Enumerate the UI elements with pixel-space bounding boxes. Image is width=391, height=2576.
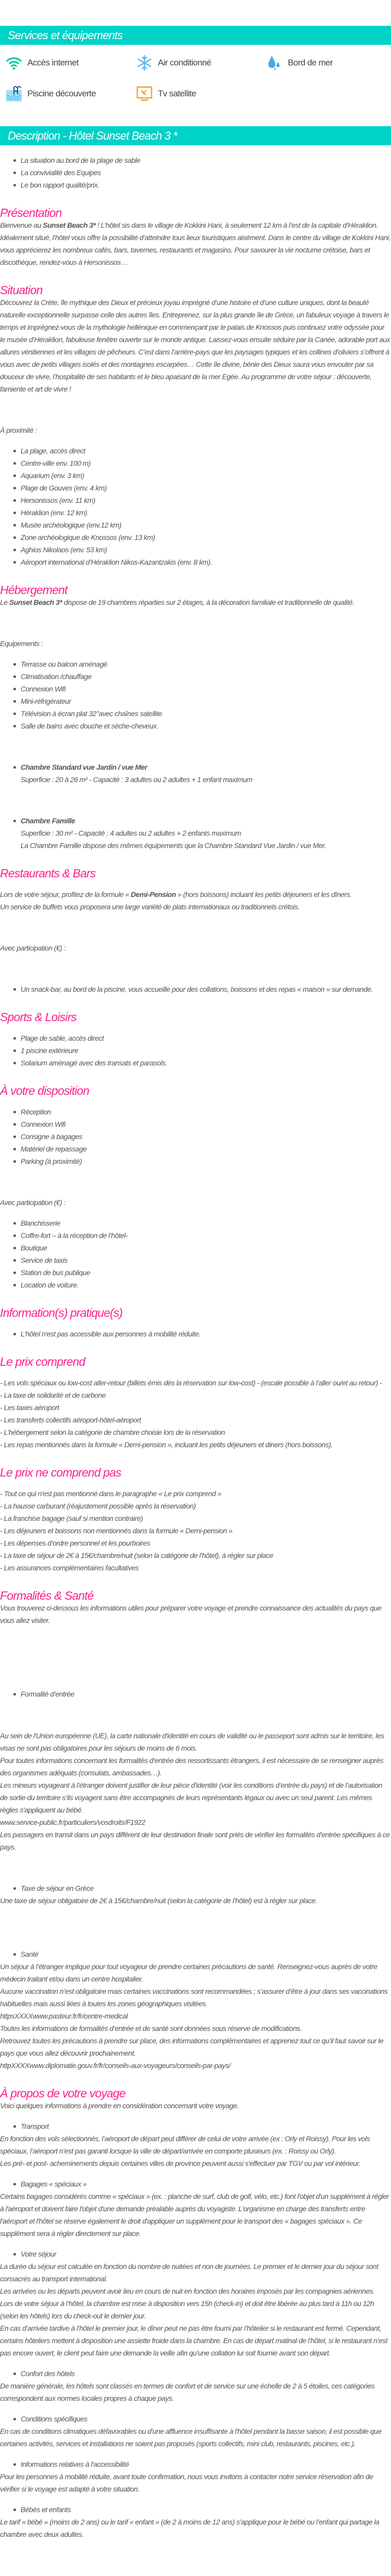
list-item: Consigne à bagages	[0, 1130, 391, 1143]
section	[0, 2087, 391, 2540]
list-item: Terrasse ou balcon aménagé	[0, 658, 391, 670]
section	[0, 1011, 391, 1069]
room-detail: La Chambre Famille dispose des mêmes équipements que la Chambre Standard Vue Jardin / vue Mer.	[21, 841, 326, 850]
section-heading: Le prix ne comprend pas	[0, 1466, 121, 1479]
text-lines	[0, 1487, 391, 1574]
paragraph: Les passagers en transit dans un pays différent de leur destination finale sont priés de vérifier les formalités d'entrée spécifiques à ce pays.	[0, 1831, 390, 1851]
list-item: Service de taxis	[0, 1254, 391, 1266]
paragraph: Un séjour à l’étranger implique pour tout voyageur de prendre certaines précautions de santé. Renseignez-vous auprès de votre médecin traitant et/ou dans un centre hospitalier.	[0, 1962, 378, 1983]
bullet-list	[0, 1106, 391, 1167]
amenity-internet	[6, 55, 137, 71]
paragraph: Vous trouverez ci-dessous les informations utiles pour préparer votre voyage et prendre connaissance des actualités du pays que vous allez visiter.	[0, 1604, 382, 1624]
text-run: Bienvenue au	[0, 221, 43, 229]
section	[0, 207, 391, 268]
bullet-list	[0, 1032, 391, 1069]
snowflake-icon	[137, 55, 152, 71]
paragraph: Avec participation (€) :	[0, 944, 66, 952]
room-title: Chambre Famille	[21, 817, 75, 825]
section	[0, 584, 391, 852]
list-item: Informations relatives à l'accessibilité	[0, 2458, 391, 2470]
paragraph: Pour toutes informations concernant les formalités d’entrée des ressortissants étrangers, il est nécessaire de se renseigner auprès des organismes adéquats (consulats, ambassades…).	[0, 1756, 384, 1777]
section-heading: Situation	[0, 283, 43, 297]
text-run: » (hors boissons) incluant les petits déjeuners et les dîners.	[175, 890, 352, 899]
services-title: Services et équipements	[8, 28, 123, 42]
text-line: - La taxe de solidarité et de carbone	[0, 1391, 106, 1399]
bullet-list	[0, 2248, 391, 2260]
satellite-tv-icon	[137, 86, 152, 101]
paragraph: Aucune vaccination n’est obligatoire mais certaines vaccinations sont recommandées ; s’assurer d’être à jour dans ses vaccinations habituelles mais aussi liées à toutes les zones géographiques visitées.	[0, 1987, 388, 2008]
text-line: - La hausse carburant (réajustement possible après la réservation)	[0, 1502, 196, 1510]
section-heading: À propos de votre voyage	[0, 2087, 125, 2100]
paragraph: Avec participation (€) :	[0, 1198, 66, 1207]
bold-text: Demi-Pension	[131, 890, 176, 899]
paragraph: Certains bagages considérés comme « spéciaux » (ex. : planche de surf, club de golf, vélo, etc.) font l'objet d'un supplément à régler à l'aéroport et doivent faire l'objet d'une demande préalable auprès du voyagiste. L'organisme en charge des transferts entre l'aéroport et l'hôtel se réserve également le droit d'appliquer un supplément pour le transport des « bagages spéciaux ». Ce supplément sera à régler directement sur place.	[0, 2192, 389, 2238]
list-item: La plage, accès direct	[0, 445, 391, 457]
list-item: Confort des hôtels	[0, 2367, 391, 2380]
list-item: Le bon rapport qualité/prix.	[0, 179, 391, 191]
room-item	[0, 815, 391, 852]
list-item: Transport	[0, 2120, 391, 2132]
amenity-seaside	[267, 55, 391, 71]
paragraph: Pour les personnes à mobilité réduite, avant toute confirmation, nous vous invitons à contacter notre service réservation afin de vérifier si le voyage est adapté à votre situation.	[0, 2472, 373, 2493]
section	[0, 284, 391, 568]
bullet-list	[0, 658, 391, 732]
bullet-list	[0, 1688, 391, 1700]
room-title: Chambre Standard vue Jardin / vue Mer	[21, 763, 148, 771]
list-item: Télévision à écran plat 32’’avec chaînes satellite	[0, 707, 391, 720]
list-item: 1 piscine extérieure	[0, 1044, 391, 1057]
list-item: Musée archéologique (env.12 km)	[0, 519, 391, 531]
section-heading: Présentation	[0, 206, 62, 219]
paragraph	[0, 596, 391, 608]
bullet-list	[0, 983, 391, 995]
description-content	[0, 154, 391, 2540]
amenity-label: Accès internet	[27, 58, 79, 67]
list-item: Aquarium (env. 3 km)	[0, 469, 391, 482]
bullet-list	[0, 1882, 391, 1894]
list-item: Bagages « spéciaux »	[0, 2178, 391, 2190]
list-item: Réception	[0, 1106, 391, 1118]
list-item: L'hôtel n'est pas accessible aux personnes à mobilité réduite.	[0, 1328, 391, 1340]
list-item: Matériel de repassage	[0, 1143, 391, 1155]
section	[0, 1355, 391, 1451]
text-line: - Les repas mentionnés dans la formule « Demi-pension », incluant les petits déjeuners et diners (hors boissons).	[0, 1440, 333, 1449]
amenity-label: Air conditionné	[158, 58, 211, 67]
list-item: Conditions spécifiques	[0, 2413, 391, 2425]
list-item: Plage de Gouves (env. 4 km)	[0, 482, 391, 494]
list-item: Solarium aménagé avec des transats et parasols.	[0, 1057, 391, 1069]
section	[0, 1307, 391, 1340]
list-item: Station de bus publique	[0, 1266, 391, 1279]
text-line: - Tout ce qui n'est pas mentionné dans le paragraphe « Le prix comprend »	[0, 1489, 221, 1498]
text-run: Le	[0, 598, 9, 606]
amenity-pool	[6, 86, 137, 101]
paragraph: La durée du séjour est calculée en fonction du nombre de nuitées et non de journées. Le premier et le dernier jour du séjour sont consacrés au transport international.	[0, 2262, 379, 2283]
paragraph: www.service-public.fr/particuliers/vosdroits/F1922	[0, 1818, 145, 1826]
amenity-label: Bord de mer	[288, 58, 333, 67]
list-item: Aghios Nikolaos (env. 53 km)	[0, 544, 391, 556]
bullet-list	[0, 2367, 391, 2380]
list-item: Santé	[0, 1948, 391, 1960]
paragraph: httpXXXXwww.diplomatie.gouv.fr/fr/conseils-aux-voyageurs/conseils-par-pays/	[0, 2061, 231, 2070]
list-item: Blanchisserie	[0, 1217, 391, 1229]
text-line: - La taxe de séjour de 2€ à 15€/chambre/nuit (selon la catégorie de l’hôtel), à régler sur place	[0, 1551, 273, 1560]
text-line: - La franchise bagage (sauf si mention contraire)	[0, 1514, 143, 1522]
section-heading: Le prix comprend	[0, 1355, 85, 1368]
list-item: Taxe de séjour en Grèce	[0, 1882, 391, 1894]
list-item: Plage de sable, accès direct	[0, 1032, 391, 1044]
paragraph: Les arrivées ou les départs peuvent avoir lieu en cours de nuit en fonction des horaires imposés par les compagnies aériennes.	[0, 2287, 375, 2295]
list-item: Parking (à proximité)	[0, 1155, 391, 1167]
paragraph: En fonction des vols sélectionnés, l’aéroport de départ peut différer de celui de votre arrivée (ex : Orly et Roissy). Pour les vols spéciaux, l’aéroport n’est pas garanti lorsque la ville de départ/arrivée en comporte plusieurs (ex. : Roissy ou Orly).	[0, 2134, 370, 2155]
section	[0, 1084, 391, 1291]
text-run: dispose de 19 chambres réparties sur 2 étages, à la décoration familiale et traditionnelle de qualité.	[62, 598, 354, 606]
list-item: Aéroport international d’Héraklion Nikos-Kazantzakis (env. 8 km).	[0, 556, 391, 568]
description-title: Description - Hôtel Sunset Beach 3 *	[8, 129, 177, 142]
list-item: La situation au bord de la plage de sable	[0, 154, 391, 166]
amenity-satellite-tv	[137, 86, 267, 101]
section	[0, 1466, 391, 1574]
section	[0, 1589, 391, 2072]
bullet-list	[0, 2120, 391, 2132]
text-run: ! L’hôtel sis dans le village de Kokkini Hani, à seulement 12 km à l’est de la capitale d’Héraklion. Idéalement situé, l’hôtel vous offre la possibilité d’atteindre tous lieux touristiques aisément. Dans le centre du village de Kokkini Hani, vous apprécierez les nombreux cafés, bars, tavernes, restaurants et magasins. Pour savourer la vie nocturne crétoise, bars et discothèque, rendez-vous à Hersonissos…	[0, 221, 391, 266]
text-line	[0, 888, 391, 901]
wifi-icon	[6, 55, 22, 71]
bullet-list	[0, 1217, 391, 1291]
bullet-list	[0, 1948, 391, 1960]
bullet-list	[0, 2458, 391, 2470]
services-header	[0, 26, 391, 45]
pool-icon	[6, 86, 22, 101]
room-type	[0, 815, 391, 852]
room-item	[0, 761, 391, 786]
bold-text: Sunset Beach 3*	[43, 221, 96, 229]
list-item: Héraklion (env. 12 km)	[0, 506, 391, 519]
list-item: Un snack-bar, au bord de la piscine, vous accueille pour des collations, boissons et des repas « maison » sur demande.	[0, 983, 391, 995]
paragraph: Retrouvez toutes les précautions à prendre sur place, des informations complémentaires et apprenez tout ce qu’il faut savoir sur le pays que vous allez découvrir prochainement.	[0, 2037, 384, 2057]
list-item: Zone archéologique de Knossos (env. 13 km)	[0, 531, 391, 544]
list-item: Hersonissos (env. 11 km)	[0, 494, 391, 506]
list-item: Location de voiture.	[0, 1279, 391, 1291]
room-detail: Superficie : 20 à 26 m² - Capacité : 3 adultes ou 2 adultes + 1 enfant maximum	[21, 775, 253, 784]
amenity-air-conditioning	[137, 55, 267, 71]
description-header	[0, 126, 391, 145]
bold-text: Sunset Beach 3*	[9, 598, 62, 606]
list-item: Bébés et enfants	[0, 2503, 391, 2516]
paragraph: Toutes les informations de formalités d’entrée et de santé sont données sous réserve de modifications.	[0, 2024, 302, 2032]
paragraph: En cas d’arrivée tardive à l’hôtel le premier jour, le dîner peut ne pas être fourni par l’hôtelier si le restaurant est fermé. Cependant, certains hôteliers mettent à disposition une assiette froide dans la chambre. En cas de départ matinal de l’hôtel, si le restaurant n’est pas encore ouvert, le client peut faire une demande la veille afin qu’une collation lui soit fournie avant son départ.	[0, 2324, 387, 2357]
amenities-grid	[0, 45, 391, 107]
section-heading: À votre disposition	[0, 1084, 89, 1097]
text-line: - Les déjeuners et boissons non mentionnés dans la formule « Demi-pension »	[0, 1527, 233, 1535]
section-heading: Hébergement	[0, 583, 68, 597]
paragraph: Une taxe de séjour obligatoire de 2€ à 15€/chambre/nuit (selon la catégorie de l’hôtel) est à régler sur place.	[0, 1896, 317, 1905]
list-item: Centre-ville env. 100 m)	[0, 457, 391, 469]
paragraph: En cas de conditions climatiques défavorables ou d'une affluence insuffisante à l'hôtel pendant la basse saison, il est possible que certaines activités, services et installations ne soient pas proposés (sports collectifs, mini club, restaurants, piscines, etc.).	[0, 2427, 382, 2448]
bullet-list	[0, 154, 391, 191]
paragraph: Equipements :	[0, 639, 43, 648]
paragraph: Les pré- et post- acheminements depuis certaines villes de province peuvent aussi s'effectuer par TGV ou par vol intérieur.	[0, 2159, 361, 2167]
bullet-list	[0, 2178, 391, 2190]
text-line: - L’hébergement selon la catégorie de chambre choisie lors de la réservation	[0, 1428, 225, 1436]
section-heading: Formalités & Santé	[0, 1589, 94, 1602]
room-detail: Superficie : 30 m² - Capacité : 4 adultes ou 2 adultes + 2 enfants maximum	[21, 829, 241, 837]
water-drops-icon	[267, 55, 282, 71]
bullet-list	[0, 445, 391, 568]
amenity-label: Tv satellite	[158, 89, 197, 98]
list-item: Salle de bains avec douche et sèche-cheveux.	[0, 720, 391, 732]
paragraph: httpsXXXXwww.pasteur.fr/fr/centre-medical	[0, 2012, 128, 2020]
list-item: Connexion Wifi	[0, 1118, 391, 1130]
text-line: - Les vols spéciaux ou low-cost aller-retour (billets émis dès la réservation sur low-cost) - (escale possible à l’aller ou/et au retour) -	[0, 1379, 382, 1387]
bullet-list	[0, 2503, 391, 2516]
paragraph: De manière générale, les hôtels sont classés en termes de confort et de service sur une échelle de 2 à 5 étoiles, ces catégories correspondent aux normes locales propres à chaque pays.	[0, 2382, 374, 2402]
text-line: - Les transferts collectifs aéroport-hôtel-aéroport	[0, 1416, 141, 1424]
section-heading: Restaurants & Bars	[0, 867, 96, 880]
section-heading: Information(s) pratique(s)	[0, 1306, 123, 1319]
paragraph: Voici quelques informations à prendre en considération concernant votre voyage.	[0, 2102, 239, 2110]
text-line: Un service de buffets vous proposera une large variété de plats internationaux ou traditionnels crétois.	[0, 903, 300, 911]
text-line: - Les assurances complémentaires facultatives	[0, 1564, 139, 1572]
paragraph: Découvrez la Crète, île mythique des Dieux et précieux joyau imprégné d’une histoire et d’une culture uniques, dont la beauté naturelle exceptionnelle surpasse celle des autres îles. Entreprenez, sur la plus grande île de Grèce, un fabuleux voyage à travers le temps et imprégnez-vous de la mythologie hellénique en commençant par le palais de Knossos puis continuez votre odyssée pour le musée d’Héraklion, fabuleuse fenêtre ouverte sur le monde antique. Laissez-vous ensuite séduire par la Canée, adorable port aux allures vénitiennes et les villages de pêcheurs. C’est dans l’arrière-pays que les paysages typiques et les collines d’oliviers s’offrent à vous avec de petits villages isolés et des montagnes escarpées… Cette île divine, bénie des Dieux saura vous envouter par sa douceur de vivre, l’hospitalité de ses habitants et le bleu apaisant de la mer Egée. Au programme de votre séjour : découverte, farniente et art de vivre !	[0, 298, 390, 393]
list-item: Mini-réfrigérateur	[0, 695, 391, 707]
room-type	[0, 761, 391, 786]
list-item: Connexion Wifi	[0, 683, 391, 695]
list-item: La convivialité des Equipes	[0, 166, 391, 179]
list-item: Formalité d’entrée	[0, 1688, 391, 1700]
amenity-label: Piscine découverte	[27, 89, 96, 98]
list-item: Votre séjour	[0, 2248, 391, 2260]
text-run: Lors de votre séjour, profitez de la formule «	[0, 890, 131, 899]
section	[0, 867, 391, 995]
list-item: Coffre-fort – à la réception de l’hôtel-	[0, 1229, 391, 1242]
section	[0, 154, 391, 191]
text-line: - Les dépenses d’ordre personnel et les pourboires	[0, 1539, 150, 1547]
text-lines	[0, 1377, 391, 1451]
list-item: Boutique	[0, 1242, 391, 1254]
text-lines	[0, 888, 391, 913]
section-heading: Sports & Loisirs	[0, 1010, 77, 1024]
paragraph: Au sein de l'Union européenne (UE), la carte nationale d'identité en cours de validité ou le passeport sont admis sur le territoire, les visas ne sont pas obligatoires pour les séjours de moins de 6 mois.	[0, 1732, 384, 1752]
paragraph: Le tarif « bébé » (moins de 2 ans) ou le tarif « enfant » (de 2 à moins de 12 ans) s’applique pour le bébé ou l’enfant qui partage la chambre avec deux adultes.	[0, 2518, 380, 2538]
bullet-list	[0, 2413, 391, 2425]
paragraph: Lors de votre séjour à l’hôtel, la chambre est mise à disposition vers 15h (check-in) et doit être libérée au plus tard à 11h ou 12h (selon les hôtels) lors du check-out le dernier jour.	[0, 2299, 374, 2320]
text-line: - Les taxes aéroport	[0, 1403, 59, 1412]
paragraph: Les mineurs voyageant à l’étranger doivent justifier de leur pièce d’identité (voir les conditions d’entrée du pays) et de l’autorisation de sortie du territoire s’ils voyagent sans être accompagnés de leurs représentants légaux ou avec un seul parent. Les mêmes règles s'appliquent au bébé.	[0, 1781, 382, 1814]
bullet-list	[0, 1328, 391, 1340]
paragraph: À proximité :	[0, 426, 37, 434]
paragraph	[0, 219, 391, 268]
list-item: Climatisation /chauffage	[0, 670, 391, 683]
